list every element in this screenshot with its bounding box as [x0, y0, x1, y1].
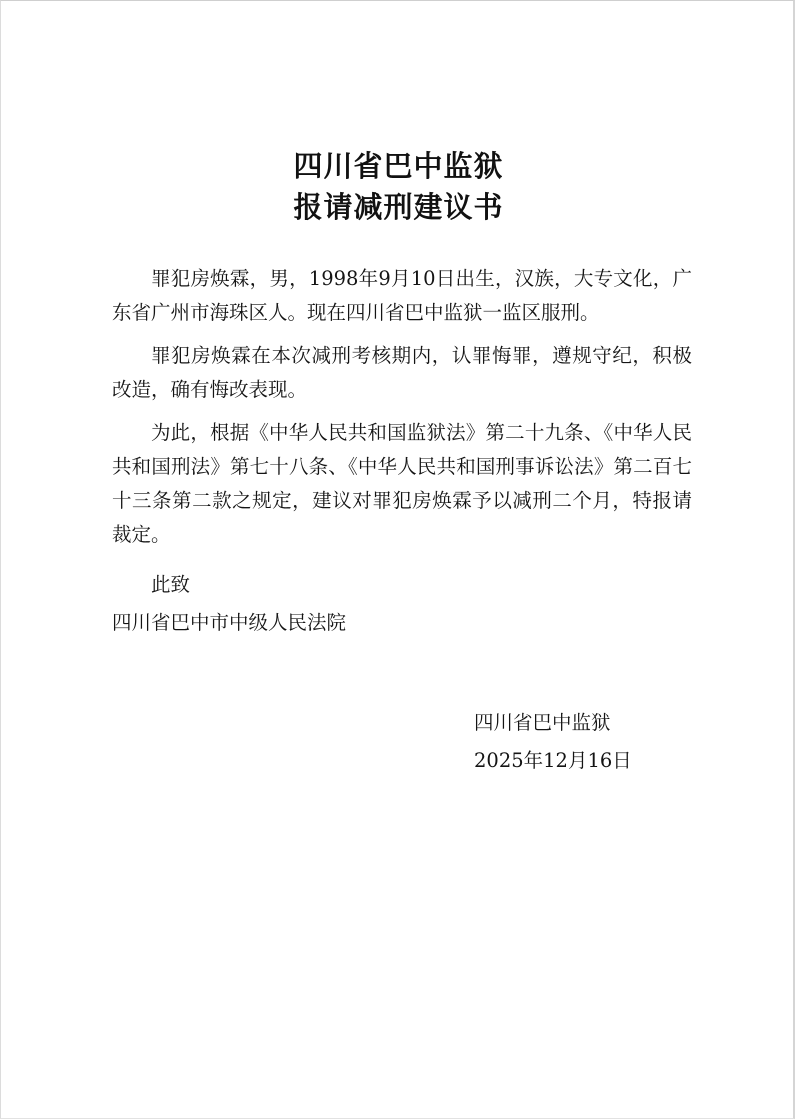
paragraph-legal-basis: 为此，根据《中华人民共和国监狱法》第二十九条、《中华人民共和国刑法》第七十八条、《中华人民共和国刑事诉讼法》第二百七十三条第二款之规定，建议对罪犯房焕霖予以减刑二个月，特报请裁定。	[112, 421, 692, 546]
paragraph-criminal-info: 罪犯房焕霖，男，1998年9月10日出生，汉族，大专文化，广东省广州市海珠区人。现在四川省巴中监狱一监区服刑。	[112, 267, 692, 324]
salutation: 此致	[151, 573, 191, 596]
signature-organization: 四川省巴中监狱	[474, 711, 611, 734]
signature-date: 2025年12月16日	[474, 749, 632, 772]
recipient-court: 四川省巴中市中级人民法院	[112, 611, 347, 634]
document-title-line-2: 报请减刑建议书	[293, 190, 504, 224]
paragraph-behavior: 罪犯房焕霖在本次减刑考核期内，认罪悔罪，遵规守纪，积极改造，确有悔改表现。	[112, 344, 692, 401]
document-title-line-1: 四川省巴中监狱	[293, 149, 504, 183]
